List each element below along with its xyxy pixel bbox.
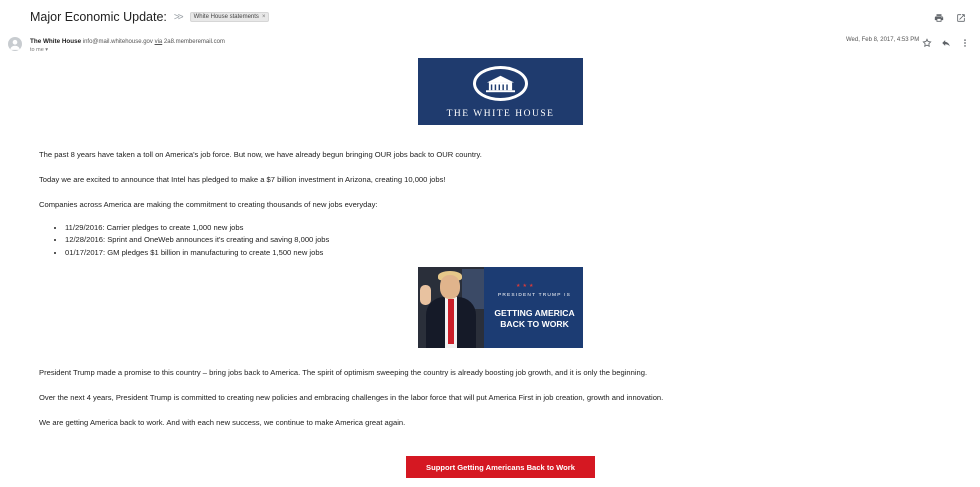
list-item: • 12/28/2016: Sprint and OneWeb announces it's creating and saving 8,000 jobs <box>65 234 329 246</box>
paragraph-3: Companies across America are making the commitment to creating thousands of new jobs everyday: <box>39 200 378 209</box>
paragraph-5: Over the next 4 years, President Trump is committed to creating new policies and embracing challenges in the labor force that will put America First in job creation, growth and innovation. <box>39 393 664 402</box>
list-item: • 11/29/2016: Carrier pledges to create 1,000 new jobs <box>65 222 329 234</box>
recipient-toggle[interactable] <box>30 47 225 53</box>
white-house-logo <box>418 58 583 125</box>
label-chip-text: White House statements <box>193 14 259 20</box>
reply-icon[interactable] <box>941 35 951 53</box>
print-icon[interactable] <box>934 10 944 28</box>
stars-decoration-icon: ★★★ <box>516 283 536 289</box>
sender-block <box>30 37 225 53</box>
banner-title-line-2: BACK TO WORK <box>500 319 569 329</box>
more-vert-icon[interactable] <box>960 35 970 53</box>
via-domain: 2a8.memberemail.com <box>163 39 225 45</box>
banner-subtitle: PRESIDENT TRUMP IS <box>497 293 572 298</box>
paragraph-4: President Trump made a promise to this country – bring jobs back to America. The spirit of optimism sweeping the country is already boosting job growth, and it is only the beginning. <box>39 368 648 377</box>
email-date: Wed, Feb 8, 2017, 4:53 PM <box>846 37 920 43</box>
support-button[interactable]: Support Getting Americans Back to Work <box>406 456 595 478</box>
chevron-down-icon: ▾ <box>45 47 49 53</box>
sender-line <box>30 37 225 47</box>
person-icon[interactable] <box>8 37 22 51</box>
email-subject: Major Economic Update: <box>30 10 167 24</box>
logo-text: THE WHITE HOUSE <box>446 109 555 119</box>
getting-america-back-to-work-banner <box>418 267 583 348</box>
label-remove-icon[interactable]: × <box>261 14 266 20</box>
star-icon[interactable] <box>922 35 932 53</box>
via-link[interactable]: via <box>154 39 163 45</box>
sender-email: info@mail.whitehouse.gov <box>82 39 153 45</box>
message-actions <box>922 35 970 53</box>
list-item: • 01/17/2017: GM pledges $1 billion in manufacturing to create 1,500 new jobs <box>65 247 329 259</box>
open-in-new-icon[interactable] <box>956 10 966 28</box>
thread-actions <box>934 10 966 28</box>
paragraph-2: Today we are excited to announce that Intel has pledged to make a $7 billion investment in Arizona, creating 10,000 jobs! <box>39 175 446 184</box>
jobs-list <box>53 222 329 259</box>
inauguration-photo <box>418 267 484 348</box>
white-house-seal <box>473 66 528 101</box>
sender-name[interactable]: The White House <box>30 38 82 45</box>
importance-marker-icon[interactable]: >> <box>173 11 182 23</box>
label-chip[interactable] <box>190 12 270 22</box>
banner-title <box>488 308 581 330</box>
paragraph-6: We are getting America back to work. And with each new success, we continue to make America great again. <box>39 418 406 427</box>
banner-title-line-1: GETTING AMERICA <box>494 308 575 318</box>
paragraph-1: The past 8 years have taken a toll on America's job force. But now, we have already begun bringing OUR jobs back to OUR country. <box>39 150 482 159</box>
subject-row <box>30 9 269 25</box>
recipient-text: to me <box>30 47 44 53</box>
